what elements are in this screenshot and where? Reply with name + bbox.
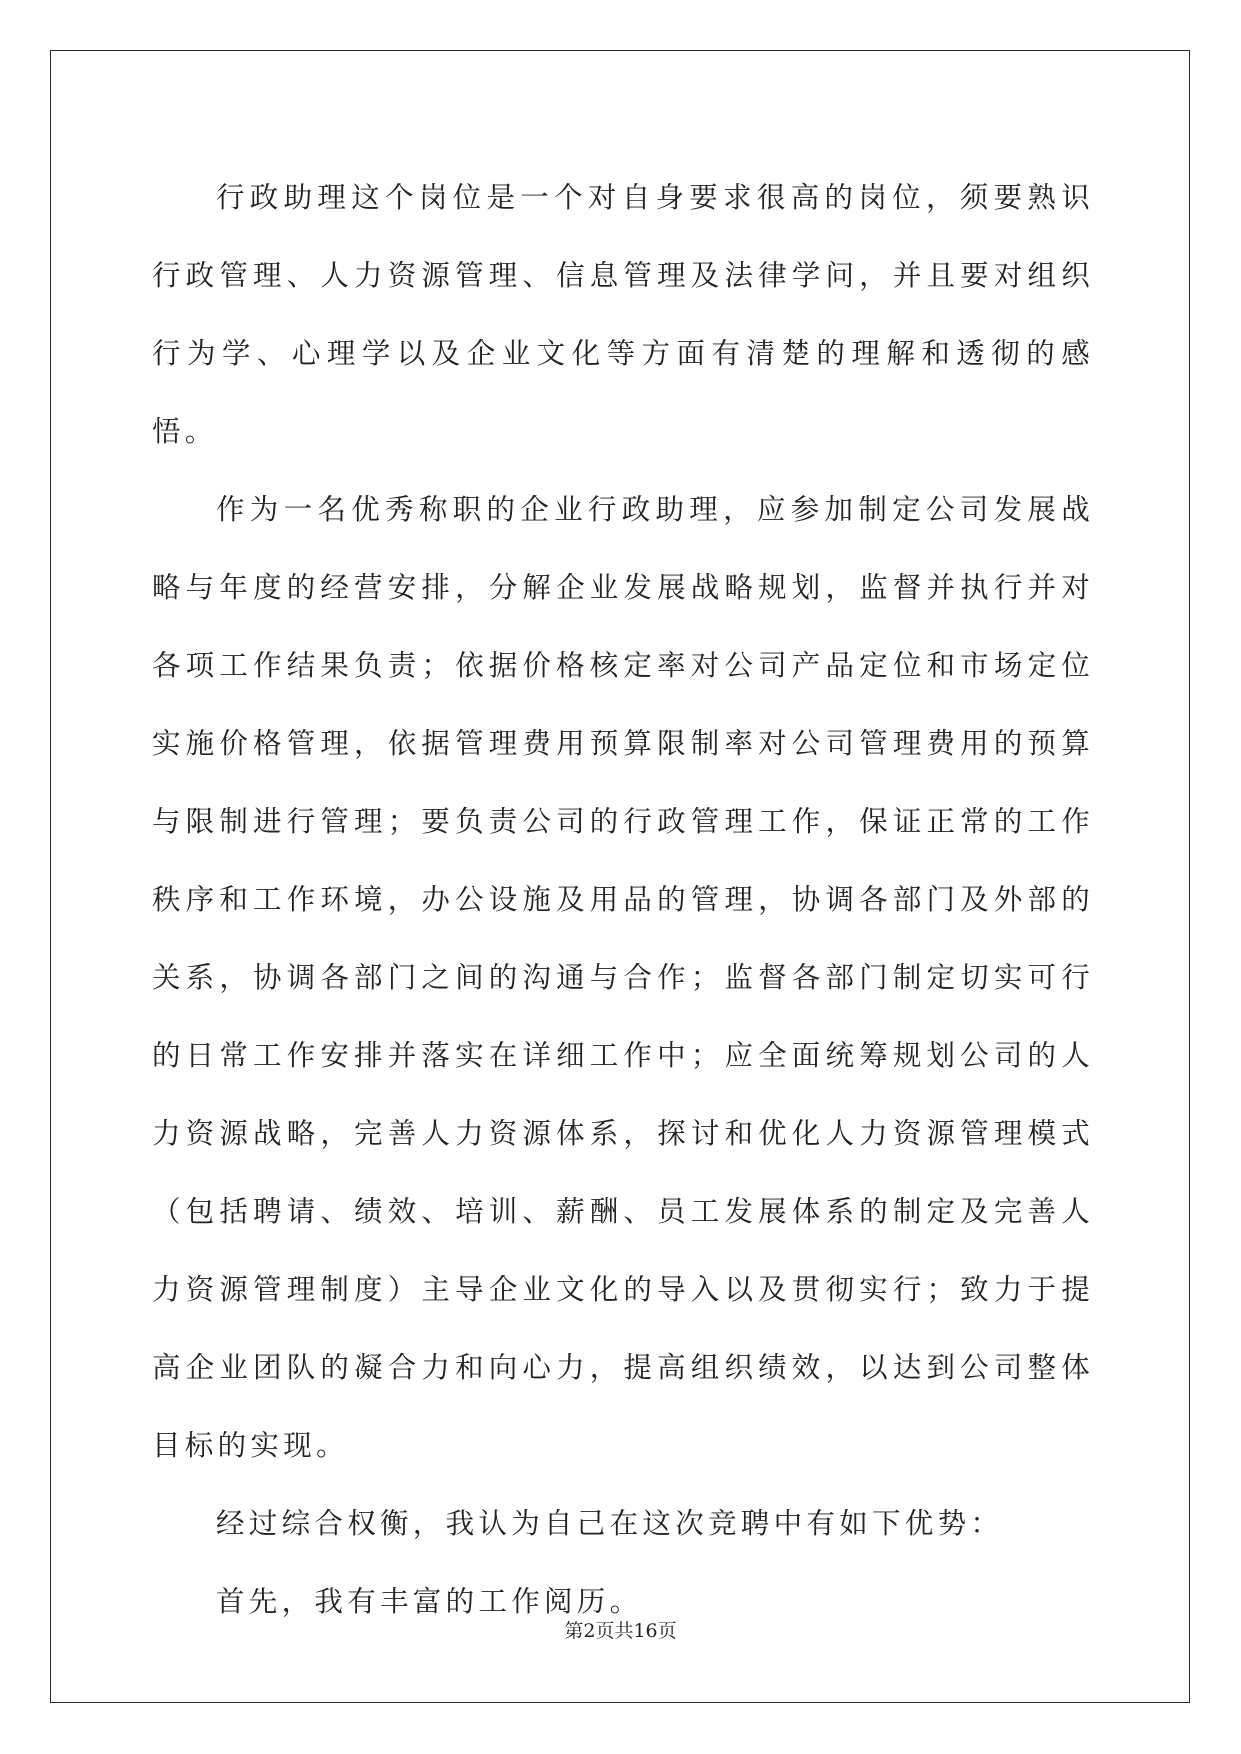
page-number: 第2页: [564, 1620, 615, 1642]
document-body: [152, 159, 1094, 1641]
paragraph: 经过综合权衡，我认为自己在这次竞聘中有如下优势：: [216, 1507, 1004, 1540]
paragraph: 首先，我有丰富的工作阅历。: [216, 1585, 643, 1618]
page-footer: [0, 1616, 1241, 1643]
paragraph: 作为一名优秀称职的企业行政助理，应参加制定公司发展战略与年度的经营安排，分解企业发展战略规划，监督并执行并对各项工作结果负责；依据价格核定率对公司产品定位和市场定位实施价格管理，依据管理费用预算限制率对公司管理费用的预算与限制进行管理；要负责公司的行政管理工作，保证正常的工作秩序和工作环境，办公设施及用品的管理，协调各部门及外部的关系，协调各部门之间的沟通与合作；监督各部门制定切实可行的日常工作安排并落实在详细工作中；应全面统筹规划公司的人力资源战略，完善人力资源体系，探讨和优化人力资源管理模式（包括聘请、绩效、培训、薪酬、员工发展体系的制定及完善人力资源管理制度）主导企业文化的导入以及贯彻实行；致力于提高企业团队的凝合力和向心力，提高组织绩效，以达到公司整体目标的实现。: [152, 493, 1094, 1462]
paragraph: 行政助理这个岗位是一个对自身要求很高的岗位，须要熟识行政管理、人力资源管理、信息管理及法律学问，并且要对组织行为学、心理学以及企业文化等方面有清楚的理解和透彻的感悟。: [152, 181, 1094, 448]
total-pages: 共16页: [614, 1620, 677, 1642]
